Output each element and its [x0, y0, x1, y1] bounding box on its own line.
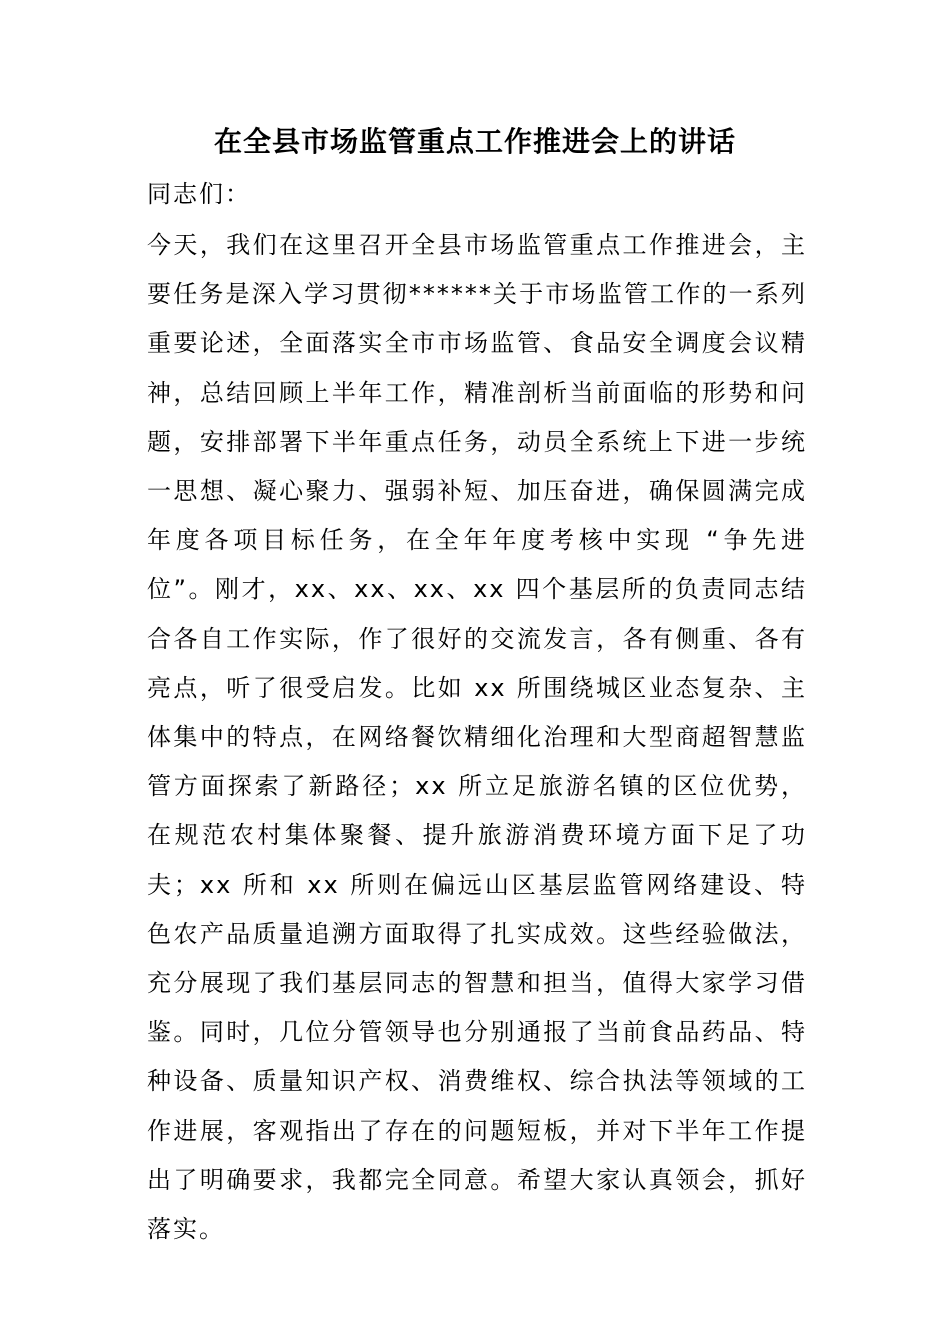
- document-title: 在全县市场监管重点工作推进会上的讲话: [213, 125, 736, 158]
- salutation: 同志们：: [147, 180, 251, 208]
- body-paragraph: 今天，我们在这里召开全县市场监管重点工作推进会，主要任务是深入学习贯彻******关于市场监管工作的一系列重要论述，全面落实全市市场监管、食品安全调度会议精神，总结回顾上半年工作，精准剖析当前面临的形势和问题，安排部署下半年重点任务，动员全系统上下进一步统一思想、凝心聚力、强弱补短、加压奋进，确保圆满完成年度各项目标任务，在全年年度考核中实现 “争先进位”。刚才，xx、xx、xx、xx 四个基层所的负责同志结合各自工作实际，作了很好的交流发言，各有侧重、各有亮点，听了很受启发。比如 xx 所围绕城区业态复杂、主体集中的特点，在网络餐饮精细化治理和大型商超智慧监管方面探索了新路径；xx 所立足旅游名镇的区位优势，在规范农村集体聚餐、提升旅游消费环境方面下足了功夫；xx 所和 xx 所则在偏远山区基层监管网络建设、特色农产品质量追溯方面取得了扎实成效。这些经验做法，充分展现了我们基层同志的智慧和担当，值得大家学习借鉴。同时，几位分管领导也分别通报了当前食品药品、特种设备、质量知识产权、消费维权、综合执法等领域的工作进展，客观指出了存在的问题短板，并对下半年工作提出了明确要求，我都完全同意。希望大家认真领会，抓好落实。: [147, 231, 807, 1244]
